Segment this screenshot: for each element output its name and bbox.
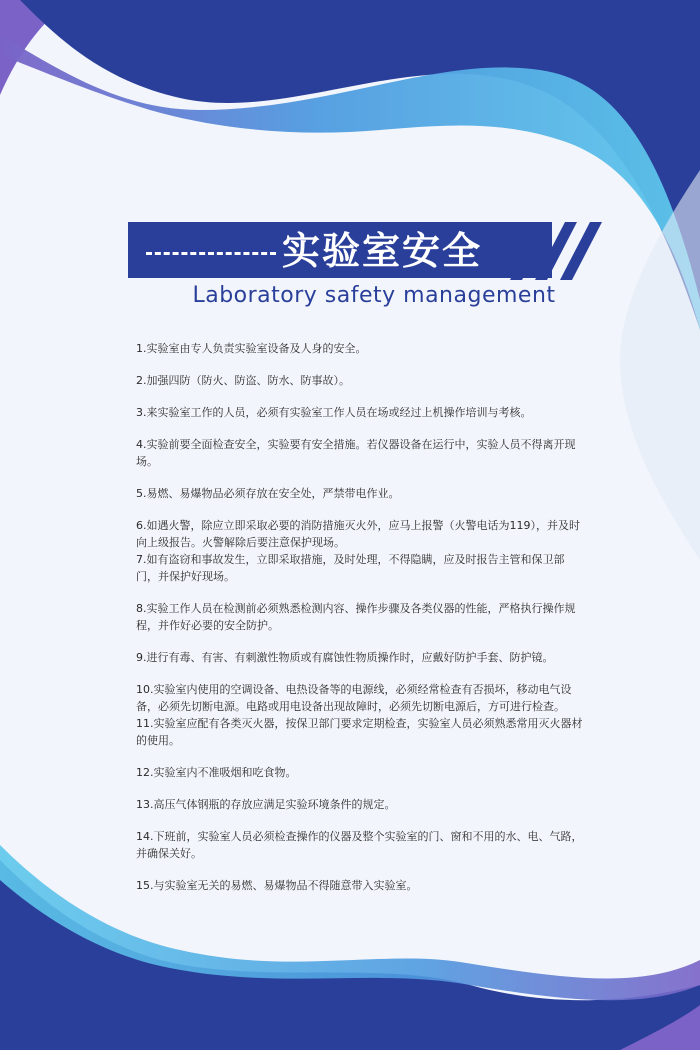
rule-item: 10.实验室内使用的空调设备、电热设备等的电源线，必须经常检查有否损坏，移动电气设备，必须先切断电源。电路或用电设备出现故障时，必须先切断电源后，方可进行检查。 <box>136 683 572 713</box>
rule-item: 13.高压气体钢瓶的存放应满足实验环境条件的规定。 <box>136 798 396 811</box>
rule-item: 9.进行有毒、有害、有刺激性物质或有腐蚀性物质操作时，应戴好防护手套、防护镜。 <box>136 651 554 664</box>
rule-item: 1.实验室由专人负责实验室设备及人身的安全。 <box>136 342 367 355</box>
rule-item: 8.实验工作人员在检测前必须熟悉检测内容、操作步骤及各类仪器的性能，严格执行操作规程，并作好必要的安全防护。 <box>136 602 576 632</box>
slash-stripes-decoration <box>510 222 605 280</box>
rule-item: 12.实验室内不准吸烟和吃食物。 <box>136 766 297 779</box>
rules-list <box>136 340 586 894</box>
poster-title: 实验室安全 <box>282 229 483 273</box>
rule-item: 11.实验室应配有各类灭火器，按保卫部门要求定期检查，实验室人员必须熟悉常用灭火器材的使用。 <box>136 717 583 747</box>
rule-item: 15.与实验室无关的易燃、易爆物品不得随意带入实验室。 <box>136 879 418 892</box>
poster-subtitle: Laboratory safety management <box>192 283 556 308</box>
title-dash-line <box>146 252 276 255</box>
rule-item: 2.加强四防（防火、防盗、防水、防事故）。 <box>136 374 350 387</box>
rule-item: 4.实验前要全面检查安全，实验要有安全措施。若仪器设备在运行中，实验人员不得离开现场。 <box>136 438 576 468</box>
rule-item: 7.如有盗窃和事故发生，立即采取措施，及时处理，不得隐瞒，应及时报告主管和保卫部门，并保护好现场。 <box>136 553 565 583</box>
rule-item: 14.下班前，实验室人员必须检查操作的仪器及整个实验室的门、窗和不用的水、电、气路，并确保关好。 <box>136 830 583 860</box>
rule-item: 3.来实验室工作的人员，必须有实验室工作人员在场或经过上机操作培训与考核。 <box>136 406 532 419</box>
rule-item: 6.如遇火警，除应立即采取必要的消防措施灭火外，应马上报警（火警电话为119），并及时向上级报告。火警解除后要注意保护现场。 <box>136 519 580 549</box>
rule-item: 5.易燃、易爆物品必须存放在安全处，严禁带电作业。 <box>136 487 400 500</box>
